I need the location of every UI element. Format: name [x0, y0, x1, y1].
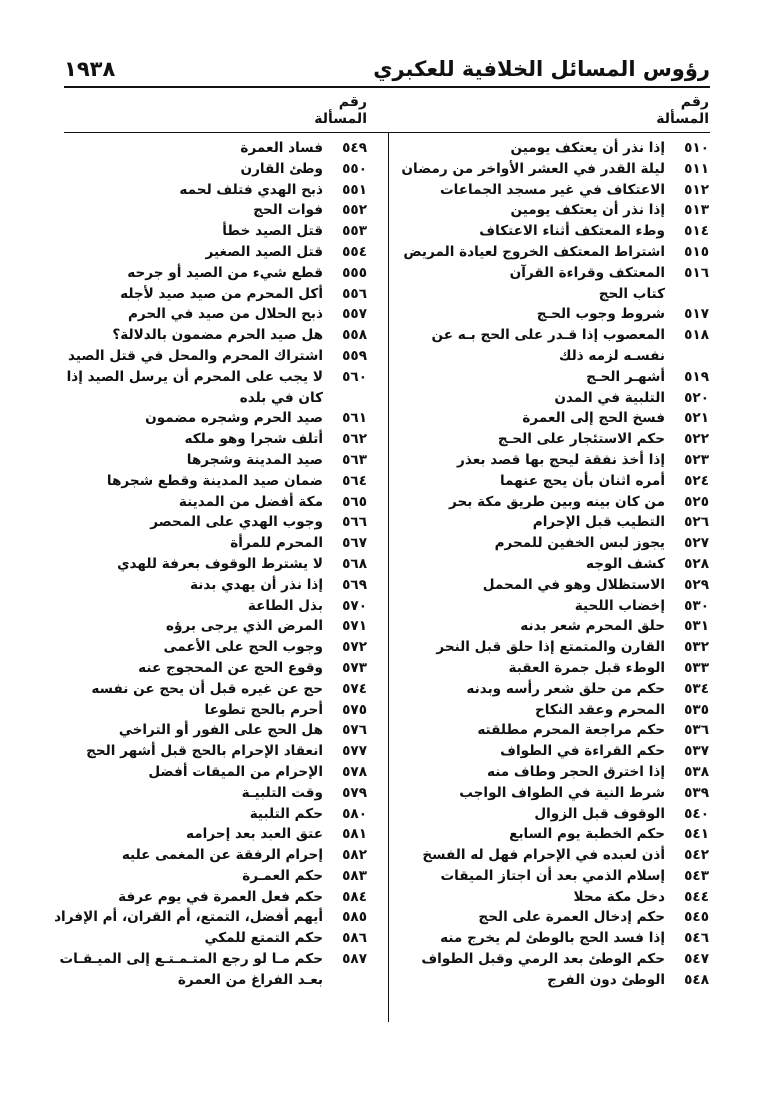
index-entry — [389, 679, 709, 700]
entry-number: ٥٣٤ — [684, 680, 709, 697]
entry-title: أكل المحرم من صيد صيد لأجله — [120, 285, 323, 302]
index-entry — [47, 554, 367, 575]
entry-title: قتل الصيد خطأ — [222, 223, 323, 240]
entry-number: ٥٥٨ — [342, 327, 367, 344]
heading-line-2: المسألة — [656, 111, 709, 127]
entry-title: المعصوب إذا قـدر على الحج بـه عن نفسـه لزمه ذلك — [431, 327, 665, 364]
entry-title: حكم الوطئ بعد الرمي وقبل الطواف — [421, 951, 665, 968]
index-entry — [389, 325, 709, 367]
index-entry — [389, 180, 709, 201]
index-entry — [47, 907, 367, 928]
entry-title: المحرم للمرأة — [230, 535, 323, 552]
entry-title: يجوز لبس الخفين للمحرم — [494, 535, 665, 552]
entry-number: ٥٣٥ — [684, 701, 709, 718]
index-entry — [47, 824, 367, 845]
entry-number: ٥٤٦ — [684, 930, 709, 947]
entry-number: ٥٦٨ — [342, 555, 367, 572]
entry-number: ٥٨٢ — [342, 847, 367, 864]
index-entry — [389, 658, 709, 679]
entry-number: ٥٦٩ — [342, 576, 367, 593]
entry-title: حج عن غيره قبل أن يحج عن نفسه — [91, 680, 323, 697]
index-entry — [47, 200, 367, 221]
entry-number: ٥٤٥ — [684, 909, 709, 926]
index-entry — [389, 304, 709, 325]
index-entry — [389, 450, 709, 471]
index-entry — [47, 575, 367, 596]
index-entry — [47, 512, 367, 533]
entry-title: ذبح الهدي فتلف لحمه — [179, 181, 323, 198]
index-entry — [389, 492, 709, 513]
entry-title: من كان بينه وبين طريق مكة بحر — [449, 493, 665, 510]
index-entry — [389, 887, 709, 908]
entry-number: ٥٨٦ — [342, 930, 367, 947]
entry-title: ضمان صيد المدينة وقطع شجرها — [106, 472, 323, 489]
entry-number: ٥٦٧ — [342, 535, 367, 552]
index-entry — [389, 783, 709, 804]
entry-number: ٥٨١ — [342, 826, 367, 843]
entry-number: ٥٦٥ — [342, 493, 367, 510]
entry-number: ٥٤٧ — [684, 951, 709, 968]
entry-title: صيد المدينة وشجرها — [186, 451, 323, 468]
entry-number: ٥٤٨ — [684, 971, 709, 988]
entry-number: ٥٢٦ — [684, 514, 709, 531]
index-entry — [47, 783, 367, 804]
entry-title: حكم من حلق شعر رأسه وبدنه — [466, 680, 665, 697]
index-entry — [47, 367, 367, 409]
entry-number: ٥٥١ — [342, 181, 367, 198]
index-entry — [389, 720, 709, 741]
entry-number: ٥٥٤ — [342, 243, 367, 260]
entry-title: قطع شيء من الصيد أو جرحه — [127, 264, 323, 281]
entry-number: ٥٨٧ — [342, 951, 367, 968]
entry-title: شرط النية في الطواف الواجب — [459, 784, 665, 801]
entry-title: الوقوف قبل الزوال — [534, 805, 665, 822]
entry-number: ٥٧٧ — [342, 743, 367, 760]
entry-title: أيهم أفضل، التمتع، أم القران، أم الإفراد — [54, 909, 323, 926]
entry-title: حكم الاستئجار على الحـج — [497, 431, 665, 448]
entry-title: الاستظلال وهو في المحمل — [482, 576, 665, 593]
entry-title: وقوع الحج عن المحجوج عنه — [138, 659, 323, 676]
entry-number: ٥٣٩ — [684, 784, 709, 801]
index-entry — [47, 242, 367, 263]
index-entry — [389, 471, 709, 492]
entry-number: ٥٢٠ — [684, 389, 709, 406]
entry-title: حكم العمـرة — [242, 867, 323, 884]
entry-number: ٥٣٢ — [684, 639, 709, 656]
entry-number: ٥٦٢ — [342, 431, 367, 448]
entry-number: ٥٤٤ — [684, 888, 709, 905]
entry-number: ٥٧٤ — [342, 680, 367, 697]
entry-title: إذا نذر أن يهدي بدنة — [190, 576, 323, 593]
entry-title: فوات الحج — [253, 202, 323, 219]
heading-line-1: رقم — [338, 94, 367, 110]
entry-number: ٥١٦ — [684, 264, 709, 281]
entry-title: أمره اثنان بأن يحج عنهما — [499, 472, 665, 489]
entry-title: المحرم وعقد النكاح — [534, 701, 665, 718]
entry-number: ٥٥٦ — [342, 285, 367, 302]
page-header — [64, 52, 710, 88]
index-entry — [47, 928, 367, 949]
entry-title: إذا اخترق الحجر وطاف منه — [486, 763, 665, 780]
entry-number: ٥٨٥ — [342, 909, 367, 926]
entry-number: ٥٦٠ — [342, 368, 367, 385]
entry-number: ٥٧٥ — [342, 701, 367, 718]
index-entry — [47, 429, 367, 450]
index-entry — [47, 180, 367, 201]
entry-number: ٥١٥ — [684, 243, 709, 260]
entry-number: ٥٤٠ — [684, 805, 709, 822]
entry-title: الإحرام من الميقات أفضل — [148, 763, 323, 780]
entry-title: حكم مراجعة المحرم مطلقته — [477, 722, 665, 739]
entry-title: أذن لعبده في الإحرام فهل له الفسخ — [422, 847, 665, 864]
entry-title: حكم إدخال العمرة على الحج — [478, 909, 665, 926]
entry-number: ٥٧٦ — [342, 722, 367, 739]
index-entry — [389, 138, 709, 159]
index-entry — [389, 762, 709, 783]
index-entry — [389, 159, 709, 180]
entry-number: ٥١٣ — [684, 202, 709, 219]
entry-number: ٥٢٩ — [684, 576, 709, 593]
entry-number: ٥٣٧ — [684, 743, 709, 760]
heading-line-1: رقم — [680, 94, 709, 110]
index-entry — [47, 949, 367, 991]
index-entry — [47, 450, 367, 471]
entry-title: وجوب الهدي على المحصر — [150, 514, 323, 531]
heading-line-2: المسألة — [314, 111, 367, 127]
entry-title: الوطء قبل جمرة العقبة — [508, 659, 665, 676]
entry-number: ٥٣٠ — [684, 597, 709, 614]
entry-title: ذبح الحلال من صيد في الحرم — [127, 306, 323, 323]
entry-number: ٥٨٠ — [342, 805, 367, 822]
index-entry — [389, 512, 709, 533]
entry-title: حكم الخطبة يوم السابع — [509, 826, 665, 843]
index-entry — [47, 408, 367, 429]
entry-number: ٥٢٣ — [684, 451, 709, 468]
index-entry — [389, 970, 709, 991]
entry-number: ٥١٠ — [684, 140, 709, 156]
index-entry — [389, 804, 709, 825]
entry-number: ٥٢٥ — [684, 493, 709, 510]
entry-title: إحرام الرفقة عن المغمى عليه — [121, 847, 323, 864]
entry-number: ٥٦٤ — [342, 472, 367, 489]
entry-title: اشتراك المحرم والمحل في قتل الصيد — [68, 347, 323, 364]
right-column-heading — [629, 94, 709, 128]
running-title: رؤوس المسائل الخلافية للعكبري — [373, 57, 710, 81]
index-entry — [389, 242, 709, 263]
entry-number: ٥٤١ — [684, 826, 709, 843]
index-entry — [47, 845, 367, 866]
index-entry — [47, 304, 367, 325]
entry-title: الاعتكاف في غير مسجد الجماعات — [439, 181, 665, 198]
entry-title: كتاب الحج — [598, 285, 665, 302]
entry-number: ٥٣٨ — [684, 763, 709, 780]
entry-title: المرض الذي يرجى برؤه — [165, 618, 323, 635]
left-column-heading — [287, 94, 367, 128]
entry-number: ٥٦١ — [342, 410, 367, 427]
index-entry — [47, 492, 367, 513]
entry-title: انعقاد الإحرام بالحج قبل أشهر الحج — [86, 743, 323, 760]
heading-divider — [64, 132, 710, 133]
entry-number: ٥٣١ — [684, 618, 709, 635]
entry-number: ٥١٢ — [684, 181, 709, 198]
index-entry — [389, 824, 709, 845]
index-entry — [47, 596, 367, 617]
entry-number: ٥٤٩ — [342, 140, 367, 156]
entry-title: وطئ القارن — [240, 160, 323, 177]
page-number: ١٩٣٨ — [64, 57, 116, 81]
index-entry — [47, 284, 367, 305]
entry-number: ٥٧٣ — [342, 659, 367, 676]
index-entry — [389, 200, 709, 221]
entry-title: عتق العبد بعد إحرامه — [186, 826, 323, 843]
entry-title: إذا نذر أن يعتكف يومين — [510, 202, 665, 219]
entry-title: حكم مـا لو رجع المتـمـتـع إلى الميـقـات بعـد الفراغ من العمرة — [59, 951, 323, 988]
index-entry — [47, 263, 367, 284]
index-entry — [389, 700, 709, 721]
index-entry — [389, 554, 709, 575]
index-entry — [47, 741, 367, 762]
index-entry — [389, 263, 709, 284]
index-entry — [389, 575, 709, 596]
entry-number: ٥١٧ — [684, 306, 709, 323]
entry-number: ٥٢٧ — [684, 535, 709, 552]
entry-title: الوطئ دون الفرج — [547, 971, 665, 988]
entry-number: ٥١١ — [684, 160, 709, 177]
entry-title: إذا نذر أن يعتكف يومين — [510, 140, 665, 156]
entry-number: ٥٤٣ — [684, 867, 709, 884]
entry-number: ٥٣٣ — [684, 659, 709, 676]
index-entry — [389, 408, 709, 429]
entry-title: التلبية في المدن — [554, 389, 665, 406]
entry-title: كشف الوجه — [586, 555, 665, 572]
entry-title: وجوب الحج على الأعمى — [163, 639, 323, 656]
index-entry — [47, 533, 367, 554]
index-entry — [47, 762, 367, 783]
entry-title: ليلة القدر في العشر الأواخر من رمضان — [401, 160, 665, 177]
index-entry — [47, 887, 367, 908]
entry-number: ٥١٤ — [684, 223, 709, 240]
index-column-left — [47, 138, 367, 991]
entry-number: ٥٦٦ — [342, 514, 367, 531]
index-entry — [47, 221, 367, 242]
index-entry — [389, 741, 709, 762]
entry-number: ٥٧١ — [342, 618, 367, 635]
entry-title: صيد الحرم وشجره مضمون — [145, 410, 323, 427]
index-entry — [389, 949, 709, 970]
index-entry — [389, 907, 709, 928]
entry-title: أشهـر الحـج — [586, 368, 665, 385]
entry-title: أحرم بالحج تطوعا — [204, 701, 323, 718]
entry-number: ٥٢٤ — [684, 472, 709, 489]
entry-title: شروط وجوب الحـج — [536, 306, 665, 323]
index-entry — [389, 637, 709, 658]
entry-number: ٥٢٢ — [684, 431, 709, 448]
entry-title: فساد العمرة — [240, 140, 323, 156]
entry-number: ٥٧٨ — [342, 763, 367, 780]
index-entry — [389, 429, 709, 450]
entry-number: ٥٥٩ — [342, 347, 367, 364]
index-entry — [47, 866, 367, 887]
index-entry — [389, 221, 709, 242]
index-entry — [47, 700, 367, 721]
entry-number: ٥٥٧ — [342, 306, 367, 323]
entry-number: ٥٧٢ — [342, 639, 367, 656]
entry-title: التطيب قبل الإحرام — [532, 514, 665, 531]
entry-number: ٥٥٠ — [342, 160, 367, 177]
entry-title: وطء المعتكف أثناء الاعتكاف — [479, 223, 665, 240]
entry-number: ٥٤٢ — [684, 847, 709, 864]
entry-title: مكة أفضل من المدينة — [178, 493, 323, 510]
entry-number: ٥٧٩ — [342, 784, 367, 801]
index-entry — [47, 637, 367, 658]
entry-title: إذا فسد الحج بالوطئ لم يخرج منه — [440, 930, 665, 947]
entry-title: إسلام الذمي بعد أن اجتاز الميقات — [440, 867, 665, 884]
entry-title: وقت التلبيـة — [241, 784, 323, 801]
index-entry — [47, 346, 367, 367]
entry-number: ٥٥٢ — [342, 202, 367, 219]
index-column-right — [389, 138, 709, 991]
entry-number: ٥٣٦ — [684, 722, 709, 739]
index-entry — [47, 471, 367, 492]
index-entry — [47, 138, 367, 159]
index-entry — [47, 720, 367, 741]
entry-number: ٥٨٣ — [342, 867, 367, 884]
entry-title: هل الحج على الفور أو التراخي — [118, 722, 323, 739]
index-entry — [47, 159, 367, 180]
entry-title: فسخ الحج إلى العمرة — [522, 410, 665, 427]
index-entry — [389, 866, 709, 887]
index-entry — [389, 616, 709, 637]
entry-title: قتل الصيد الصغير — [205, 243, 323, 260]
entry-number: ٥٦٣ — [342, 451, 367, 468]
index-entry — [47, 325, 367, 346]
entry-number: ٥٢١ — [684, 410, 709, 427]
index-entry — [389, 284, 709, 305]
entry-number: ٥١٩ — [684, 368, 709, 385]
entry-title: المعتكف وقراءة القرآن — [509, 264, 665, 281]
entry-title: إذا أخذ نفقة ليحج بها قصد بعذر — [457, 451, 665, 468]
entry-number: ٥٥٥ — [342, 264, 367, 281]
entry-title: لا يشترط الوقوف بعرفة للهدي — [117, 555, 323, 572]
entry-title: بذل الطاعة — [247, 597, 323, 614]
entry-title: حلق المحرم شعر بدنه — [520, 618, 665, 635]
entry-title: حكم فعل العمرة في يوم عرفة — [118, 888, 323, 905]
entry-title: إخضاب اللحية — [574, 597, 665, 614]
index-entry — [389, 367, 709, 388]
entry-title: اشتراط المعتكف الخروج لعيادة المريض — [403, 243, 665, 260]
index-entry — [389, 845, 709, 866]
entry-title: هل صيد الحرم مضمون بالدلالة؟ — [112, 327, 323, 344]
entry-title: لا يجب على المحرم أن يرسل الصيد إذا كان في بلده — [66, 368, 323, 406]
entry-title: حكم التمتع للمكي — [204, 930, 323, 947]
entry-number: ٥٧٠ — [342, 597, 367, 614]
entry-title: القارن والمتمتع إذا حلق قبل النحر — [436, 639, 665, 656]
entry-title: دخل مكة محلا — [573, 888, 665, 905]
index-entry — [47, 658, 367, 679]
index-entry — [47, 804, 367, 825]
entry-number: ٥٨٤ — [342, 888, 367, 905]
entry-number: ٥٥٣ — [342, 223, 367, 240]
entry-number: ٥٢٨ — [684, 555, 709, 572]
entry-title: حكم القراءة في الطواف — [500, 743, 665, 760]
index-entry — [47, 616, 367, 637]
index-entry — [389, 596, 709, 617]
entry-number: ٥١٨ — [684, 327, 709, 344]
index-entry — [389, 928, 709, 949]
index-entry — [389, 388, 709, 409]
entry-title: أتلف شجرا وهو ملكه — [184, 431, 323, 448]
entry-title: حكم التلبية — [249, 805, 323, 822]
index-entry — [389, 533, 709, 554]
index-entry — [47, 679, 367, 700]
